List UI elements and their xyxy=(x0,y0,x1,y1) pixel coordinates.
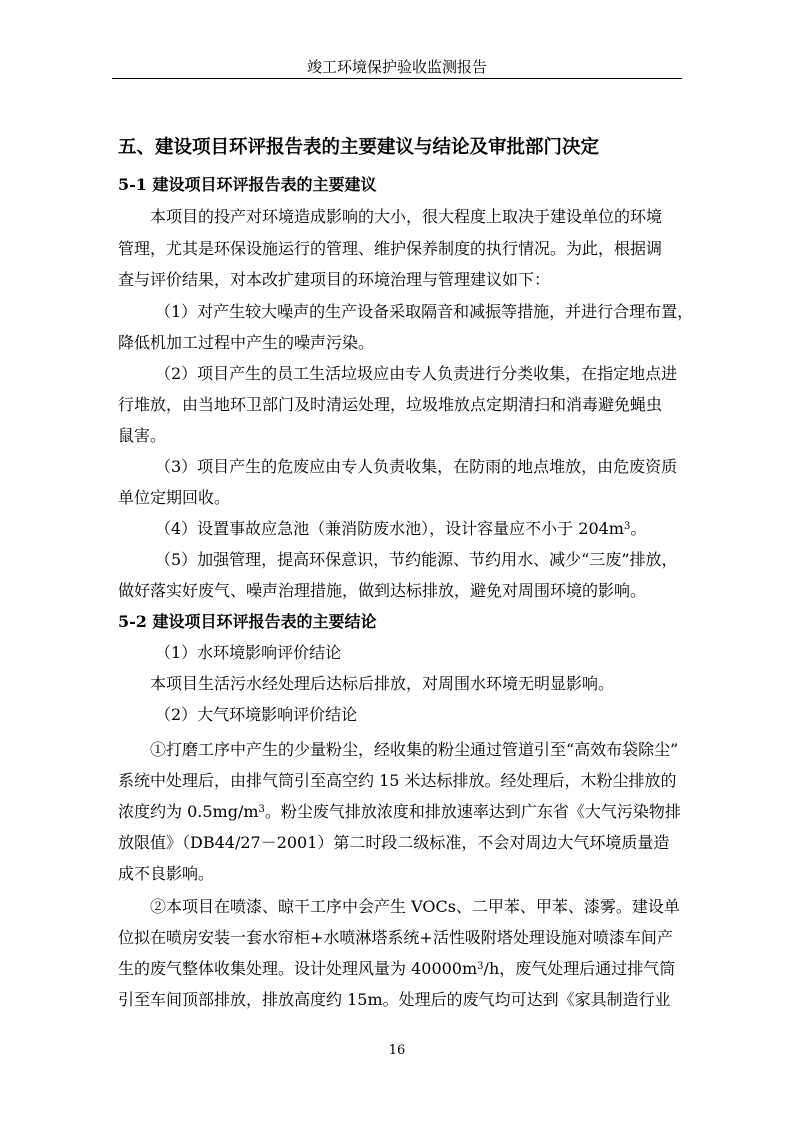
recommendation-item-3: （3）项目产生的危废应由专人负责收集，在防雨的地点堆放，由危废资质 xyxy=(155,457,678,476)
superscript: 3 xyxy=(258,804,265,815)
paragraph-line: ②本项目在喷漆、晾干工序中会产生 VOCs、二甲苯、甲苯、漆雾。建设单 xyxy=(150,897,680,916)
paragraph-line: 本项目的投产对环境造成影响的大小，很大程度上取决于建设单位的环境 xyxy=(150,207,663,226)
recommendation-item-1: （1）对产生较大噪声的生产设备采取隔音和减振等措施，并进行合理布置， xyxy=(155,302,694,321)
conclusion-air-title: （2）大气环境影响评价结论 xyxy=(155,705,358,724)
paragraph-line: 放限值》（DB44/27－2001）第二时段二级标准，不会对周边大气环境质量造 xyxy=(118,833,670,852)
text-segment: 浓度约为 0.5mg/m xyxy=(118,802,259,821)
recommendation-item-2: （2）项目产生的员工生活垃圾应由专人负责进行分类收集，在指定地点进 xyxy=(155,364,678,383)
paragraph-line: 做好落实好废气、噪声治理措施，做到达标排放，避免对周围环境的影响。 xyxy=(118,581,647,600)
paragraph-line: 降低机加工过程中产生的噪声污染。 xyxy=(118,333,375,352)
item4-end: 。 xyxy=(630,519,647,538)
conclusion-water-title: （1）水环境影响评价结论 xyxy=(155,643,342,662)
paragraph-line: 查与评价结果，对本改扩建项目的环境治理与管理建议如下： xyxy=(118,270,551,289)
paragraph-line xyxy=(118,802,681,822)
subsection-heading-5-2: 5-2 建设项目环评报告表的主要结论 xyxy=(118,612,377,631)
paragraph-line xyxy=(118,959,675,979)
paragraph-line: 成不良影响。 xyxy=(118,864,215,883)
header-divider xyxy=(112,78,682,79)
paragraph-line: 位拟在喷房安装一套水帘柜+水喷淋塔系统+活性吸附塔处理设施对喷漆车间产 xyxy=(118,928,673,947)
recommendation-item-4 xyxy=(155,519,646,539)
paragraph-line: 行堆放，由当地环卫部门及时清运处理，垃圾堆放点定期清扫和消毒避免蝇虫 xyxy=(118,395,663,414)
item4-text: （4）设置事故应急池（兼消防废水池），设计容量应不小于 204m xyxy=(155,519,624,538)
paragraph-line: 管理，尤其是环保设施运行的管理、维护保养制度的执行情况。为此，根据调 xyxy=(118,239,663,258)
text-segment: 生的废气整体收集处理。设计处理风量为 40000m xyxy=(118,959,478,978)
text-segment: /h，废气处理后通过排气筒 xyxy=(483,959,676,978)
section-heading: 五、建设项目环评报告表的主要建议与结论及审批部门决定 xyxy=(118,137,600,158)
paragraph-line: 鼠害。 xyxy=(118,426,167,445)
paragraph-line: 单位定期回收。 xyxy=(118,488,231,507)
paragraph-line: 引至车间顶部排放，排放高度约 15m。处理后的废气均可达到《家具制造行业 xyxy=(118,990,671,1009)
paragraph-line: 系统中处理后，由排气筒引至高空约 15 米达标排放。经处理后，木粉尘排放的 xyxy=(118,771,677,790)
text-segment: 。粉尘废气排放浓度和排放速率达到广东省《大气污染物排 xyxy=(264,802,681,821)
paragraph-line: 本项目生活污水经处理后达标后排放，对周围水环境无明显影响。 xyxy=(150,674,615,693)
page-number: 16 xyxy=(388,1043,406,1058)
recommendation-item-5: （5）加强管理，提高环保意识，节约能源、节约用水、减少“三废”排放， xyxy=(155,550,678,569)
paragraph-line: ①打磨工序中产生的少量粉尘，经收集的粉尘通过管道引至“高效布袋除尘” xyxy=(150,740,679,759)
superscript: 3 xyxy=(623,521,631,532)
page-header-title: 竣工环境保护验收监测报告 xyxy=(306,58,487,76)
subsection-heading-5-1: 5-1 建设项目环评报告表的主要建议 xyxy=(118,175,377,194)
superscript: 3 xyxy=(477,961,484,972)
